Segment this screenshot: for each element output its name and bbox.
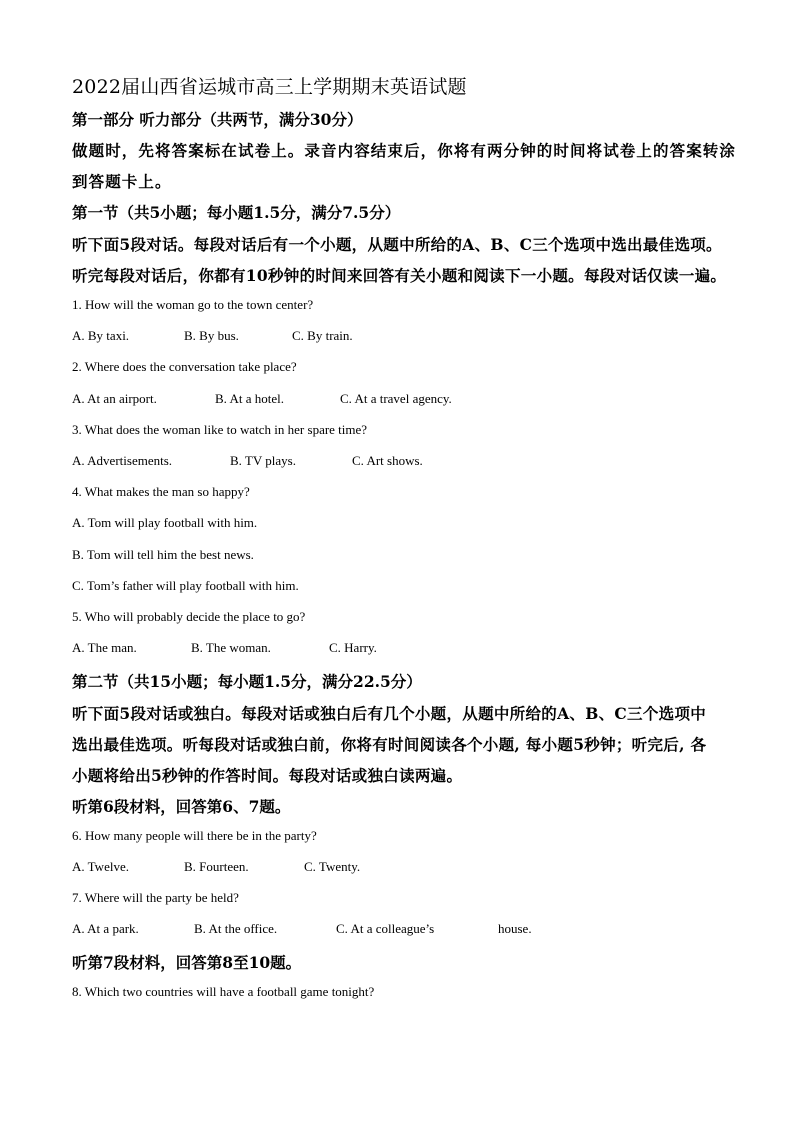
question-2-stem: 2. Where does the conversation take place?: [72, 359, 297, 374]
question-2-option-b: B. At a hotel.: [215, 391, 284, 406]
question-6-option-c: C. Twenty.: [304, 859, 361, 874]
question-2-option-a: A. At an airport.: [72, 391, 157, 406]
question-3-option-b: B. TV plays.: [230, 453, 296, 468]
question-6-option-a: A. Twelve.: [72, 859, 129, 874]
question-1-option-a: A. By taxi.: [72, 328, 130, 343]
question-4-option-b: B. Tom will tell him the best news.: [72, 547, 254, 562]
question-3-stem: 3. What does the woman like to watch in her spare time?: [72, 422, 368, 437]
question-5-option-b: B. The woman.: [191, 640, 271, 655]
question-7-option-c: C. At a colleague’s: [336, 921, 435, 936]
section2-directions-2: 选出最佳选项。听每段对话或独白前，你将有时间阅读各个小题, 每小题5秒钟；听完后, 各: [72, 735, 707, 754]
material-7-heading: 听第7段材料，回答第8至10题。: [72, 953, 302, 972]
exam-title: 2022届山西省运城市高三上学期期末英语试题: [72, 76, 467, 98]
question-7-stem: 7. Where will the party be held?: [72, 890, 239, 905]
section2-heading: 第二节（共15小题；每小题1.5分，满分22.5分）: [72, 672, 422, 691]
question-5-option-c: C. Harry.: [329, 640, 377, 655]
section2-directions-3: 小题将给出5秒钟的作答时间。每段对话或独白读两遍。: [72, 766, 463, 785]
question-8-stem: 8. Which two countries will have a football game tonight?: [72, 984, 375, 999]
section1-directions-1: 听下面5段对话。每段对话后有一个小题，从题中所给的A、B、C三个选项中选出最佳选项。: [72, 235, 722, 254]
question-7-option-b: B. At the office.: [194, 921, 278, 936]
question-5-option-a: A. The man.: [72, 640, 137, 655]
question-6-stem: 6. How many people will there be in the party?: [72, 828, 317, 843]
question-3-option-a: A. Advertisements.: [72, 453, 173, 468]
material-6-heading: 听第6段材料，回答第6、7题。: [72, 797, 291, 816]
question-6-option-b: B. Fourteen.: [184, 859, 249, 874]
instructions-line-1: 做题时，先将答案标在试卷上。录音内容结束后，你将有两分钟的时间将试卷上的答案转涂: [72, 141, 737, 160]
question-5-stem: 5. Who will probably decide the place to go?: [72, 609, 306, 624]
question-4-stem: 4. What makes the man so happy?: [72, 484, 250, 499]
part1-heading: 第一部分 听力部分（共两节，满分30分）: [72, 110, 363, 129]
question-7-option-a: A. At a park.: [72, 921, 139, 936]
question-1-option-b: B. By bus.: [184, 328, 239, 343]
question-1-option-c: C. By train.: [292, 328, 353, 343]
question-1-stem: 1. How will the woman go to the town center?: [72, 297, 314, 312]
section1-heading: 第一节（共5小题；每小题1.5分，满分7.5分）: [72, 203, 401, 222]
question-4-option-a: A. Tom will play football with him.: [72, 515, 258, 530]
section1-directions-2: 听完每段对话后，你都有10秒钟的时间来回答有关小题和阅读下一小题。每段对话仅读一遍。: [72, 266, 727, 285]
question-7-option-c-continued: house.: [498, 921, 532, 936]
question-3-option-c: C. Art shows.: [352, 453, 423, 468]
section2-directions-1: 听下面5段对话或独白。每段对话或独白后有几个小题，从题中所给的A、B、C三个选项中: [72, 704, 707, 723]
question-2-option-c: C. At a travel agency.: [340, 391, 452, 406]
instructions-line-2: 到答题卡上。: [72, 172, 172, 191]
question-4-option-c: C. Tom’s father will play football with him.: [72, 578, 299, 593]
